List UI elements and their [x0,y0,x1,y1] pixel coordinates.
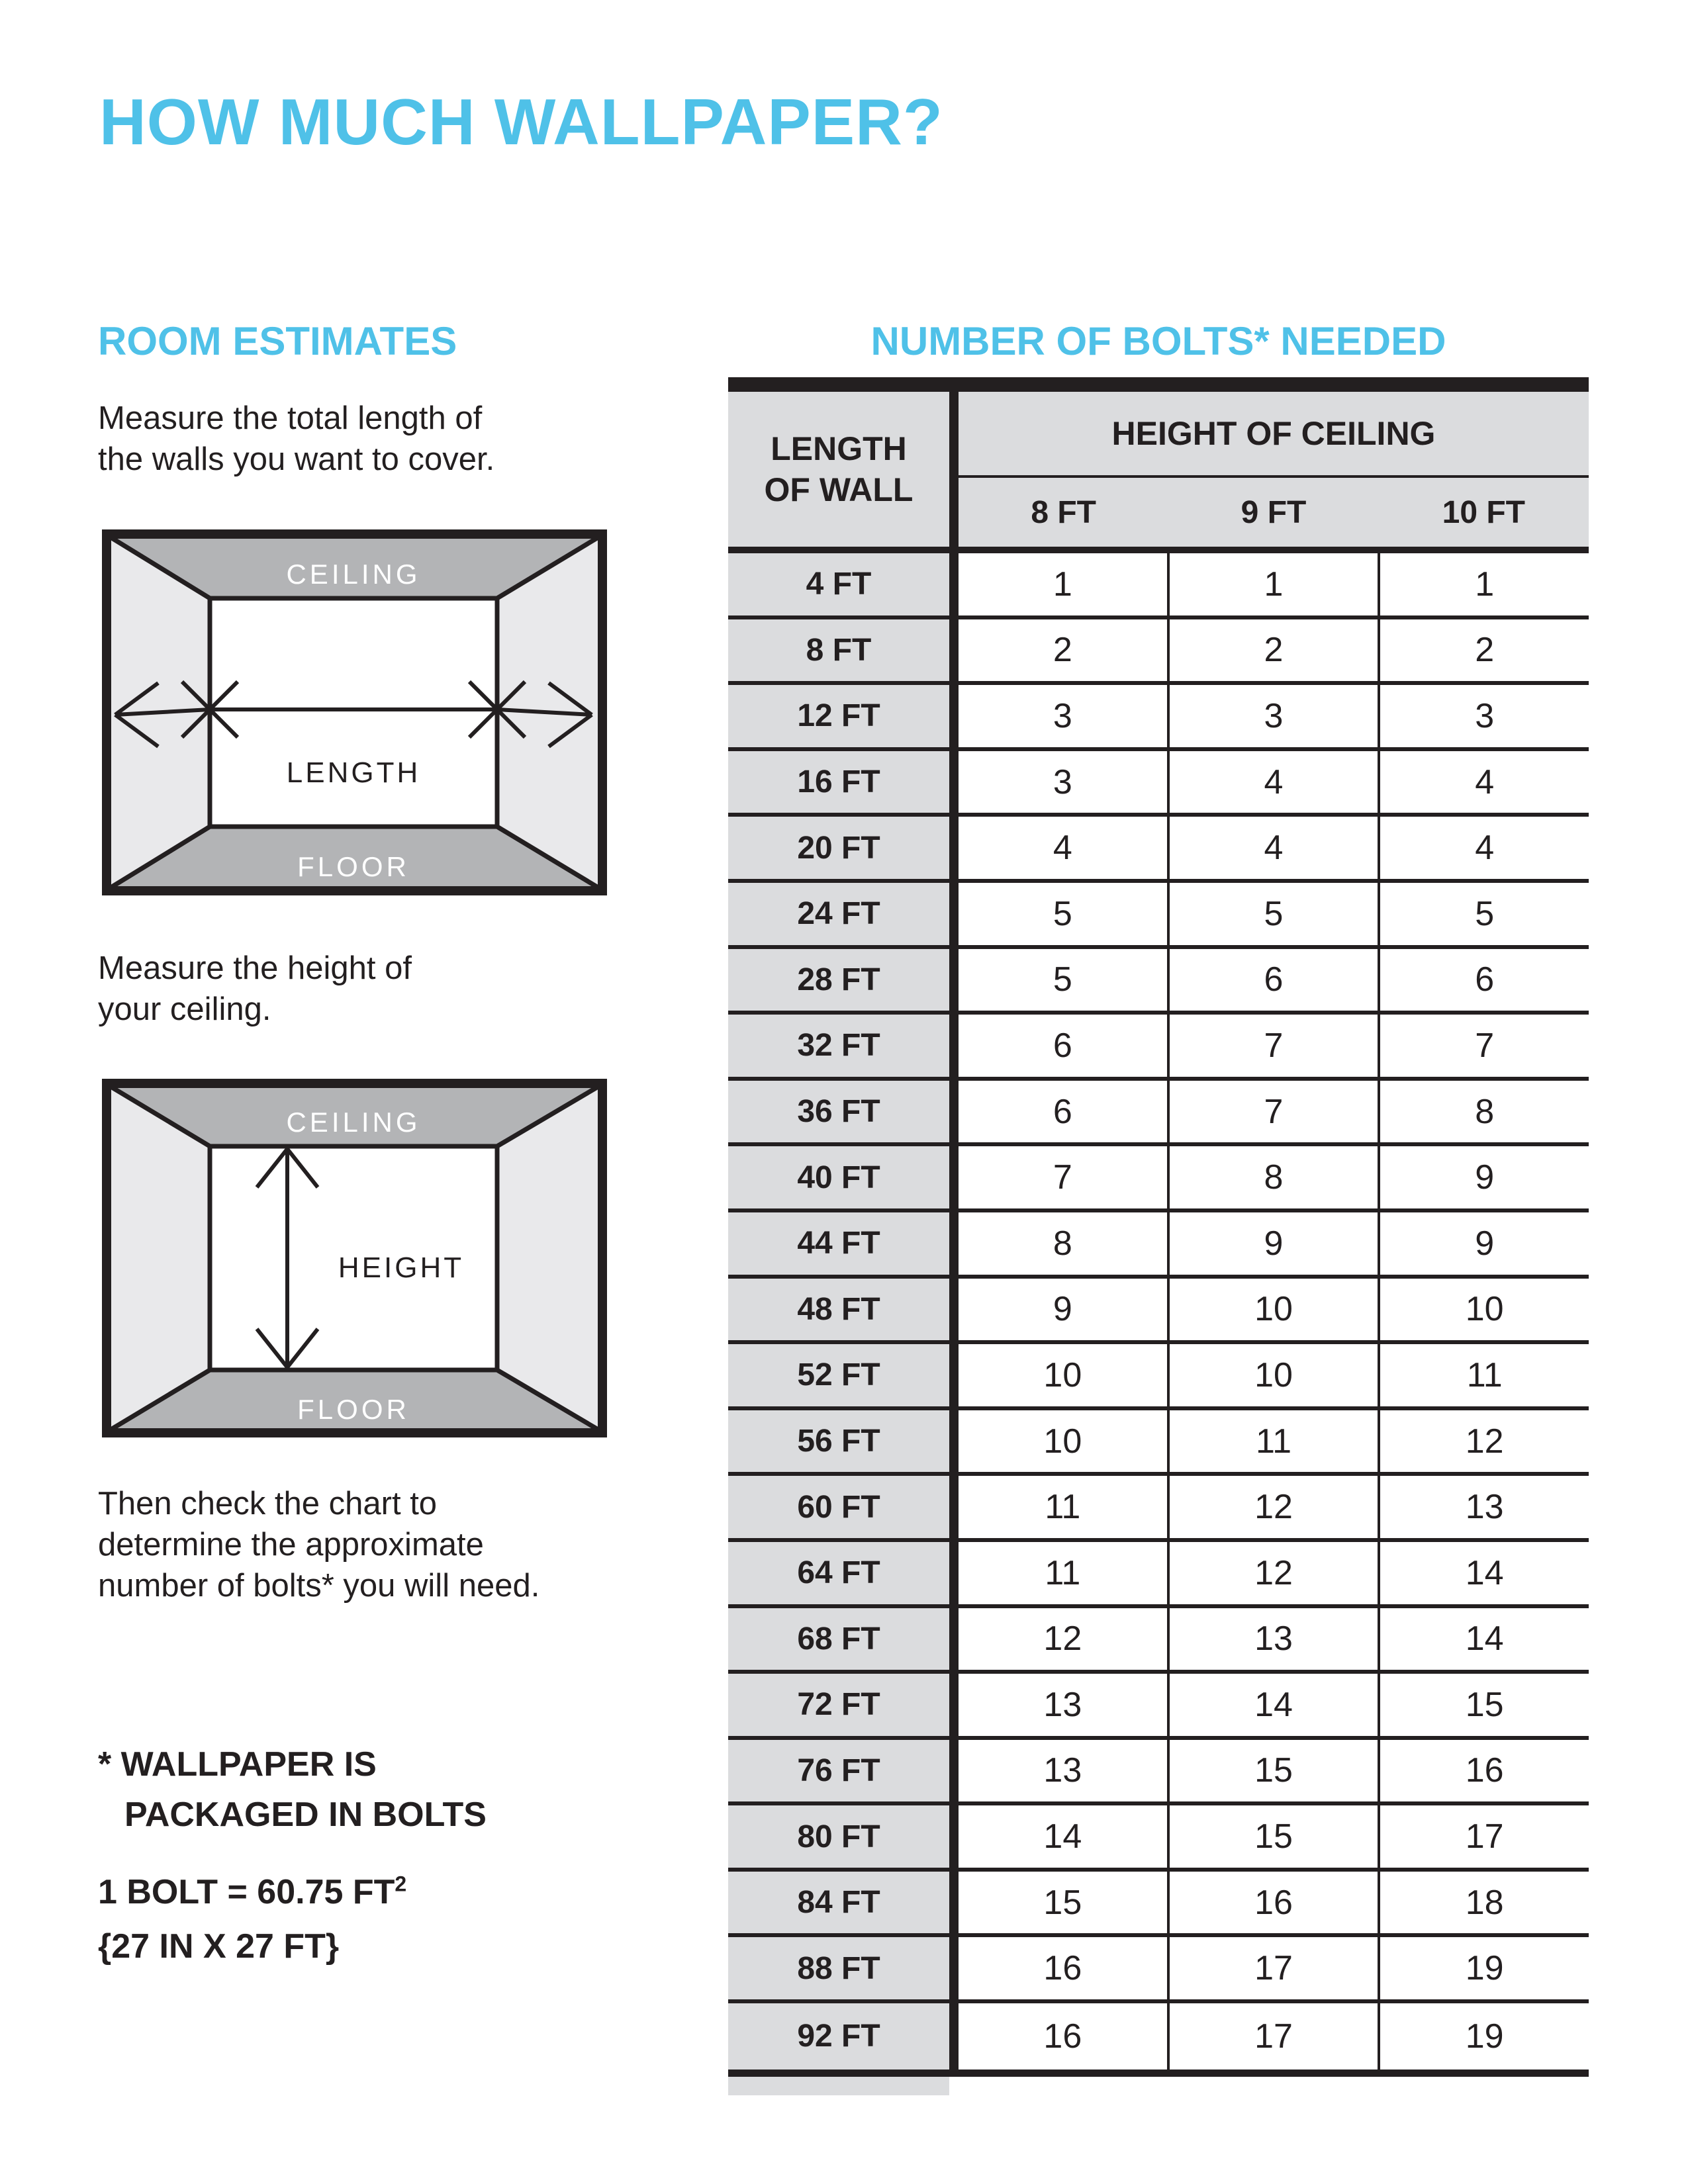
bolt-count-cell: 9 [1380,1212,1589,1275]
ceiling-height-subheaders [959,478,1589,547]
table-row [728,1608,1589,1674]
table-row [728,1872,1589,1938]
bolt-count-cell: 6 [959,1015,1167,1077]
room-length-diagram-svg [102,529,607,895]
bolt-count-cell: 4 [1167,817,1381,879]
row-length-label: 4 FT [728,553,949,615]
bolt-count-cell: 11 [1167,1410,1381,1473]
bolt-count-cell: 10 [1167,1279,1381,1341]
bolt-count-cell: 13 [959,1674,1167,1736]
table-row [728,883,1589,949]
row-length-label: 36 FT [728,1081,949,1143]
bolt-count-cell: 9 [1167,1212,1381,1275]
bolt-count-cell: 6 [959,1081,1167,1143]
room-estimates-heading: ROOM ESTIMATES [98,319,457,363]
bolt-count-cell: 15 [1167,1740,1381,1802]
table-row [728,1279,1589,1345]
bolt-count-cell: 8 [1380,1081,1589,1143]
bolt-count-cell: 15 [1167,1805,1381,1868]
table-row [728,619,1589,686]
bolt-count-cell: 16 [1167,1872,1381,1934]
bolt-count-cell: 19 [1380,1937,1589,1999]
table-row [728,1212,1589,1279]
table-header-rule [728,547,1589,553]
table-row [728,1015,1589,1081]
row-length-label: 8 FT [728,619,949,682]
bolt-count-cell: 12 [1167,1542,1381,1604]
bolt-count-cell: 5 [1167,883,1381,945]
bolt-count-cell: 7 [1167,1015,1381,1077]
col-header-10ft: 10 FT [1442,494,1525,530]
bolt-count-cell: 3 [959,751,1167,813]
length-label: LENGTH [286,756,421,789]
bolt-count-cell: 5 [959,883,1167,945]
bolt-count-cell: 1 [1167,553,1381,615]
table-bottom-rule [728,2070,1589,2077]
bolt-count-cell: 10 [1167,1344,1381,1406]
ceiling-height-header-group [959,392,1589,547]
table-row [728,949,1589,1015]
bolt-count-cell: 19 [1380,2003,1589,2070]
bolt-count-cell: 1 [959,553,1167,615]
table-row [728,1805,1589,1872]
bolt-count-cell: 17 [1380,1805,1589,1868]
row-length-label: 20 FT [728,817,949,879]
bolt-count-cell: 6 [1167,949,1381,1011]
bolt-count-cell: 14 [959,1805,1167,1868]
bolt-count-cell: 12 [959,1608,1167,1670]
ceiling-label: CEILING [286,559,421,590]
bolt-count-cell: 4 [1167,751,1381,813]
table-column-divider [949,377,959,2077]
row-length-label: 84 FT [728,1872,949,1934]
bolt-count-cell: 2 [1380,619,1589,682]
table-footer-stub [728,2077,949,2095]
table-rows [728,553,1589,2070]
bolt-count-cell: 3 [959,685,1167,747]
bolt-count-cell: 13 [959,1740,1167,1802]
table-row [728,817,1589,883]
page-title: HOW MUCH WALLPAPER? [99,85,943,158]
right-wall-plane [497,1085,600,1431]
ceiling-height-diagram [102,1079,607,1437]
bolt-count-cell: 16 [959,1937,1167,1999]
row-length-label: 88 FT [728,1937,949,1999]
table-row [728,1937,1589,2003]
bolts-table [728,377,1589,2095]
bolt-count-cell: 7 [1167,1081,1381,1143]
col-header-9ft: 9 FT [1241,494,1307,530]
bolt-count-cell: 14 [1380,1542,1589,1604]
table-row [728,1344,1589,1410]
row-length-label: 28 FT [728,949,949,1011]
ceiling-height-diagram-svg [102,1079,607,1437]
row-length-label: 44 FT [728,1212,949,1275]
bolt-count-cell: 9 [1380,1146,1589,1208]
floor-label: FLOOR [297,1394,410,1425]
bolt-count-cell: 4 [1380,817,1589,879]
ceiling-label: CEILING [286,1107,421,1138]
row-length-label: 60 FT [728,1476,949,1538]
bolt-count-cell: 3 [1380,685,1589,747]
table-row [728,751,1589,817]
bolt-size-info [98,1865,406,1974]
row-length-label: 48 FT [728,1279,949,1341]
bolt-count-cell: 11 [1380,1344,1589,1406]
table-row [728,553,1589,619]
bolt-count-cell: 7 [1380,1015,1589,1077]
measure-length-instruction: Measure the total length of the walls you want to cover. [98,400,495,477]
table-top-rule [728,377,1589,392]
row-length-label: 12 FT [728,685,949,747]
bolt-count-cell: 4 [1380,751,1589,813]
table-row [728,685,1589,751]
table-row [728,2003,1589,2070]
bolt-count-cell: 6 [1380,949,1589,1011]
bolt-count-cell: 16 [1380,1740,1589,1802]
bolt-count-cell: 3 [1167,685,1381,747]
bolt-area-line: 1 BOLT = 60.75 $FT^2$ [98,1872,407,1911]
bolt-count-cell: 11 [959,1542,1167,1604]
bolt-count-cell: 9 [959,1279,1167,1341]
bolt-count-cell: 11 [959,1476,1167,1538]
bolt-count-cell: 17 [1167,2003,1381,2070]
bolt-count-cell: 8 [1167,1146,1381,1208]
table-row [728,1081,1589,1147]
bolt-count-cell: 12 [1167,1476,1381,1538]
row-length-label: 32 FT [728,1015,949,1077]
row-length-label: 64 FT [728,1542,949,1604]
row-length-label: 92 FT [728,2003,949,2070]
back-wall-plane [210,598,497,827]
bolt-count-cell: 5 [1380,883,1589,945]
bolt-count-cell: 16 [959,2003,1167,2070]
bolt-count-cell: 13 [1167,1608,1381,1670]
bolts-needed-heading: NUMBER OF BOLTS* NEEDED [870,319,1446,363]
bolt-count-cell: 13 [1380,1476,1589,1538]
bolt-count-cell: 5 [959,949,1167,1011]
bolt-count-cell: 2 [1167,619,1381,682]
bolt-count-cell: 8 [959,1212,1167,1275]
bolt-count-cell: 15 [959,1872,1167,1934]
bolt-count-cell: 14 [1167,1674,1381,1736]
length-of-wall-header: LENGTH OF WALL [728,392,949,547]
bolt-count-cell: 14 [1380,1608,1589,1670]
check-chart-instruction: Then check the chart to determine the approximate number of bolts* you will need. [98,1486,540,1604]
floor-label: FLOOR [297,851,410,882]
table-row [728,1542,1589,1608]
row-length-label: 16 FT [728,751,949,813]
height-of-ceiling-header: HEIGHT OF CEILING [959,392,1589,475]
bolt-count-cell: 10 [1380,1279,1589,1341]
row-length-label: 56 FT [728,1410,949,1473]
row-length-label: 80 FT [728,1805,949,1868]
bolt-count-cell: 4 [959,817,1167,879]
bolts-footnote: * WALLPAPER IS PACKAGED IN BOLTS [98,1745,487,1834]
row-length-label: 68 FT [728,1608,949,1670]
table-row [728,1674,1589,1740]
bolt-count-cell: 10 [959,1410,1167,1473]
room-length-diagram [102,529,607,895]
row-length-label: 52 FT [728,1344,949,1406]
height-label: HEIGHT [338,1251,465,1284]
table-header [728,392,1589,547]
bolt-count-cell: 18 [1380,1872,1589,1934]
bolt-count-cell: 1 [1380,553,1589,615]
left-wall-plane [109,1085,210,1431]
row-length-label: 72 FT [728,1674,949,1736]
bolt-count-cell: 7 [959,1146,1167,1208]
bolt-count-cell: 17 [1167,1937,1381,1999]
col-header-8ft: 8 FT [1031,494,1096,530]
row-length-label: 76 FT [728,1740,949,1802]
squared-superscript: 2 [395,1872,407,1896]
row-length-label: 40 FT [728,1146,949,1208]
bolt-count-cell: 15 [1380,1674,1589,1736]
table-row [728,1146,1589,1212]
table-row [728,1740,1589,1806]
table-row [728,1476,1589,1542]
row-length-label: 24 FT [728,883,949,945]
bolt-count-cell: 12 [1380,1410,1589,1473]
bolt-count-cell: 2 [959,619,1167,682]
measure-height-instruction: Measure the height of your ceiling. [98,950,412,1027]
bolt-dimensions-line: {27 IN X 27 FT} [98,1927,340,1966]
bolt-count-cell: 10 [959,1344,1167,1406]
table-row [728,1410,1589,1477]
